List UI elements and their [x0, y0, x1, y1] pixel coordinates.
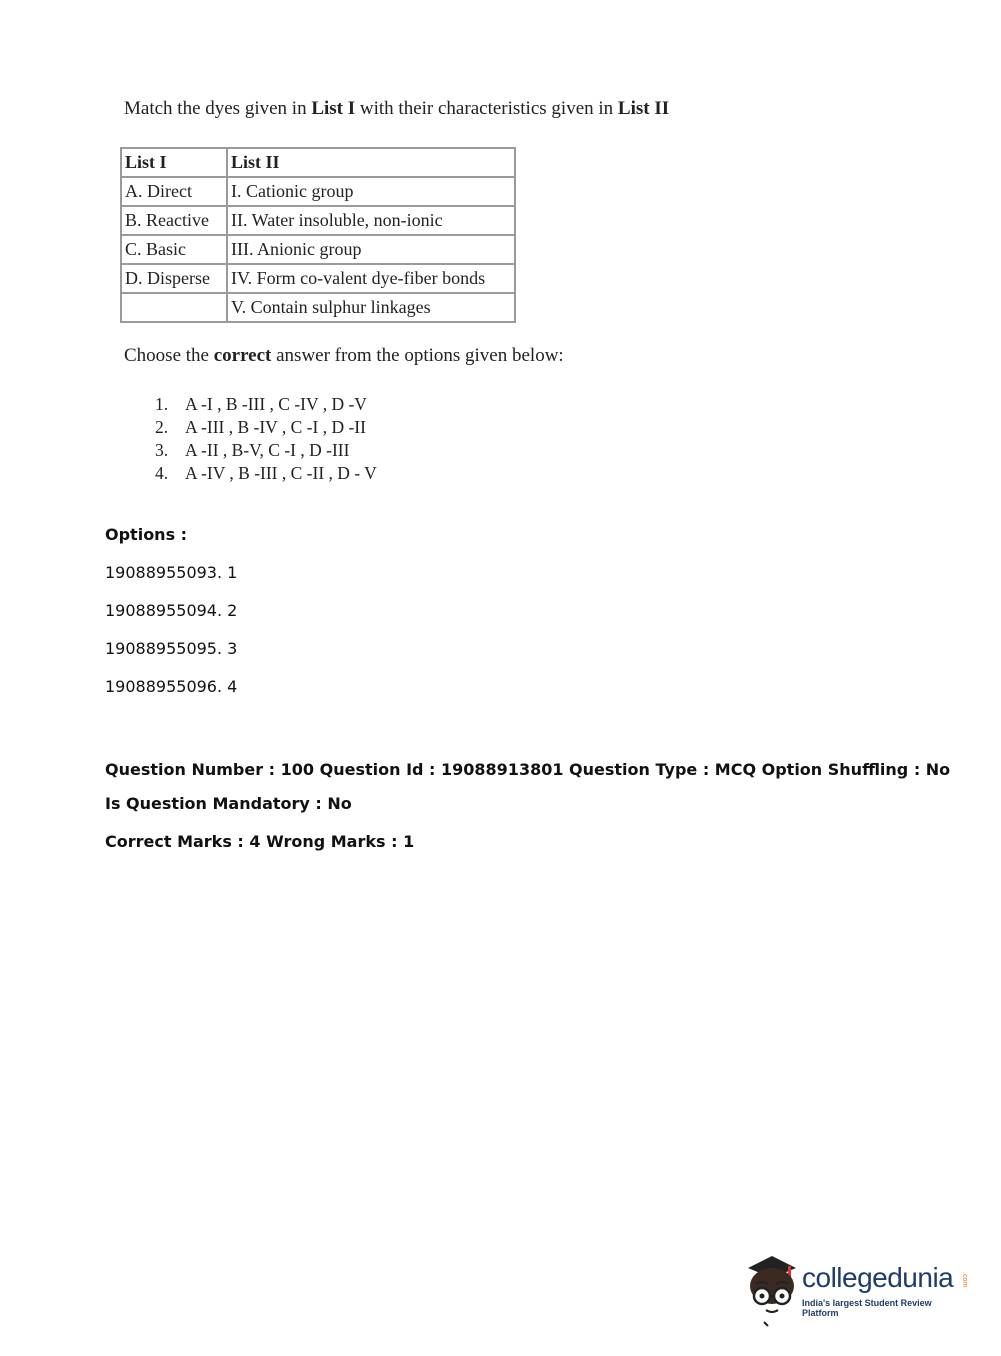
table-row	[121, 235, 515, 264]
option-item: 19088955096. 4	[105, 677, 238, 696]
choose-instruction: Choose the correct answer from the options given below:	[124, 345, 564, 366]
match-table	[120, 147, 516, 323]
logo-tagline: India's largest Student Review Platform	[802, 1298, 932, 1318]
table-header-cell: List I	[121, 148, 227, 177]
logo-suffix: .com	[961, 1272, 968, 1288]
option-item: 19088955094. 2	[105, 601, 238, 620]
table-header-cell: List II	[227, 148, 515, 177]
logo-wordmark: collegedunia	[802, 1262, 954, 1293]
option-item: 19088955095. 3	[105, 639, 238, 658]
collegedunia-logo	[742, 1250, 970, 1330]
table-cell: V. Contain sulphur linkages	[227, 293, 515, 322]
table-header-row	[121, 148, 515, 177]
table-row	[121, 264, 515, 293]
question-meta-line: Question Number : 100 Question Id : 19088913801 Question Type : MCQ Option Shuffling : No	[105, 760, 951, 779]
mascot-icon	[742, 1250, 802, 1330]
option-item: 19088955093. 1	[105, 563, 238, 582]
table-cell: C. Basic	[121, 235, 227, 264]
table-cell: IV. Form co-valent dye-fiber bonds	[227, 264, 515, 293]
table-cell: I. Cationic group	[227, 177, 515, 206]
table-cell: D. Disperse	[121, 264, 227, 293]
list-item: 3. A -II , B-V, C -I , D -III	[155, 440, 350, 460]
list-item: 4. A -IV , B -III , C -II , D - V	[155, 463, 377, 483]
question-intro: Match the dyes given in List I with their characteristics given in List II	[124, 98, 670, 119]
answer-list	[155, 393, 377, 485]
marks-line: Correct Marks : 4 Wrong Marks : 1	[105, 832, 415, 851]
table-cell: B. Reactive	[121, 206, 227, 235]
table-cell	[121, 293, 227, 322]
list-item: 2. A -III , B -IV , C -I , D -II	[155, 417, 366, 437]
table-row	[121, 206, 515, 235]
table-row	[121, 293, 515, 322]
question-mandatory-line: Is Question Mandatory : No	[105, 794, 352, 813]
table-row	[121, 177, 515, 206]
options-heading: Options :	[105, 525, 188, 544]
table-cell: A. Direct	[121, 177, 227, 206]
list-item: 1. A -I , B -III , C -IV , D -V	[155, 394, 367, 414]
table-cell: II. Water insoluble, non-ionic	[227, 206, 515, 235]
table-cell: III. Anionic group	[227, 235, 515, 264]
